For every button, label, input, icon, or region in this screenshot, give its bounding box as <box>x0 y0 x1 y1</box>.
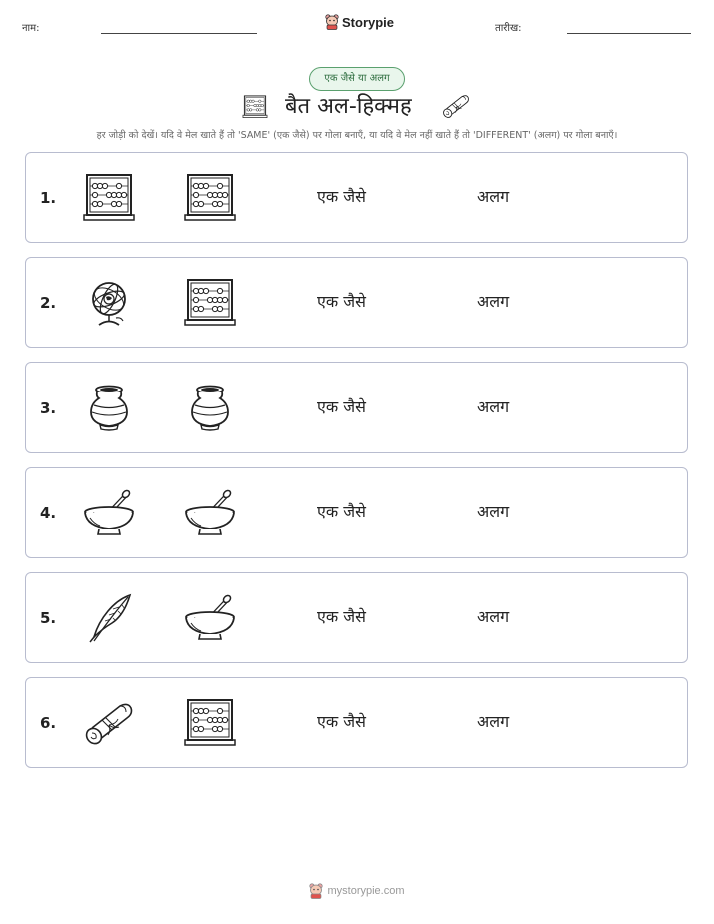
different-option[interactable]: अलग <box>477 607 510 626</box>
different-option[interactable]: अलग <box>477 187 510 206</box>
brand-name: Storypie <box>342 14 395 30</box>
exercise-card <box>25 257 688 348</box>
brand-logo <box>325 14 394 30</box>
mortar-and-pestle-icon <box>82 488 136 538</box>
item-number: 6. <box>40 714 57 732</box>
item-number: 5. <box>40 609 57 627</box>
storypie-mascot-icon <box>325 14 339 30</box>
abacus-icon <box>183 173 237 223</box>
abacus-icon <box>183 698 237 748</box>
title-row <box>0 90 714 124</box>
exercise-card <box>25 572 688 663</box>
same-option[interactable]: एक जैसे <box>317 187 366 206</box>
same-option[interactable]: एक जैसे <box>317 397 366 416</box>
exercise-card <box>25 677 688 768</box>
different-option[interactable]: अलग <box>477 292 510 311</box>
abacus-icon <box>183 278 237 328</box>
footer <box>0 883 714 903</box>
mortar-and-pestle-icon <box>183 593 237 643</box>
worksheet-header <box>0 12 714 42</box>
abacus-icon <box>82 173 136 223</box>
exercise-card <box>25 362 688 453</box>
same-option[interactable]: एक जैसे <box>317 712 366 731</box>
armillary-sphere-icon <box>82 278 136 328</box>
name-label: नाम: <box>22 23 40 34</box>
item-number: 2. <box>40 294 57 312</box>
item-number: 4. <box>40 504 57 522</box>
date-label: तारीख: <box>495 23 522 34</box>
scroll-icon <box>441 92 471 120</box>
different-option[interactable]: अलग <box>477 712 510 731</box>
scroll-icon <box>82 698 136 748</box>
storypie-mascot-icon <box>309 883 323 899</box>
clay-pot-icon <box>82 383 136 433</box>
item-number: 1. <box>40 189 57 207</box>
footer-url[interactable]: mystorypie.com <box>327 885 405 897</box>
same-option[interactable]: एक जैसे <box>317 502 366 521</box>
item-number: 3. <box>40 399 57 417</box>
same-option[interactable]: एक जैसे <box>317 292 366 311</box>
different-option[interactable]: अलग <box>477 397 510 416</box>
exercise-card <box>25 467 688 558</box>
abacus-icon <box>242 94 268 120</box>
quill-feather-icon <box>82 593 136 643</box>
different-option[interactable]: अलग <box>477 502 510 521</box>
worksheet-type-badge: एक जैसे या अलग <box>309 67 405 91</box>
mortar-and-pestle-icon <box>183 488 237 538</box>
clay-pot-icon <box>183 383 237 433</box>
page-title: बैत अल-हिक्मह <box>285 94 412 119</box>
same-option[interactable]: एक जैसे <box>317 607 366 626</box>
date-line <box>567 33 691 34</box>
exercise-card <box>25 152 688 243</box>
name-line <box>101 33 257 34</box>
instructions: हर जोड़ी को देखें। यदि वे मेल खाते हैं तो 'SAME' (एक जैसे) पर गोला बनाएँ, या यदि वे मेल नहीं खाते हैं तो 'DIFFERENT' (अलग) पर गोला बनाएँ। <box>96 130 618 141</box>
